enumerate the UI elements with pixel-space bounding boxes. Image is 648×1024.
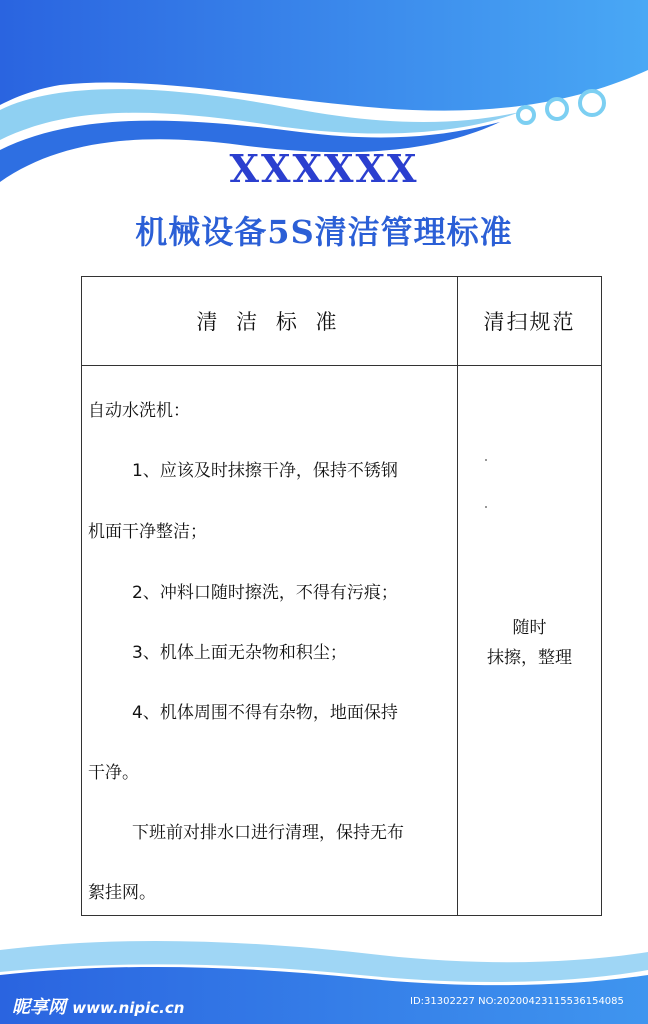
header-cleaning-norm: 清扫规范 <box>483 310 576 334</box>
content-line: 絮挂网。 <box>88 883 156 903</box>
norm-line: 随时 <box>512 618 547 638</box>
content-line: 3、机体上面无杂物和积尘； <box>132 643 347 663</box>
table-column-divider <box>457 277 458 915</box>
content-line: 2、冲料口随时擦洗，不得有污痕； <box>132 583 398 603</box>
header-cleaning-standard: 清 洁 标 准 <box>196 310 343 334</box>
content-line: 下班前对排水口进行清理，保持无布 <box>132 823 404 843</box>
content-line: 1、应该及时抹擦干净，保持不锈钢 <box>132 461 398 481</box>
organization-name: XXXXXX <box>229 146 419 191</box>
content-line: 自动水洗机： <box>88 401 190 421</box>
page-title: 机械设备5S清洁管理标准 <box>135 213 513 251</box>
cleaning-standard-table <box>81 276 602 916</box>
watermark-brand <box>12 993 184 1019</box>
watermark-brand-name: 昵享网 <box>12 997 66 1018</box>
content-line: 干净。 <box>88 763 139 783</box>
content-line: 机面干净整洁； <box>88 522 207 542</box>
speck-mark <box>485 459 487 461</box>
bubble-circles-icon <box>512 88 612 128</box>
cleaning-norm-cell <box>458 613 601 673</box>
table-row-divider <box>82 365 601 366</box>
watermark-url: www.nipic.cn <box>72 999 185 1017</box>
norm-line: 抹擦，整理 <box>487 648 572 668</box>
watermark-id: ID:31302227 NO:20200423115536154085 <box>410 996 624 1007</box>
speck-mark <box>485 506 487 508</box>
content-line: 4、机体周围不得有杂物，地面保持 <box>132 703 398 723</box>
